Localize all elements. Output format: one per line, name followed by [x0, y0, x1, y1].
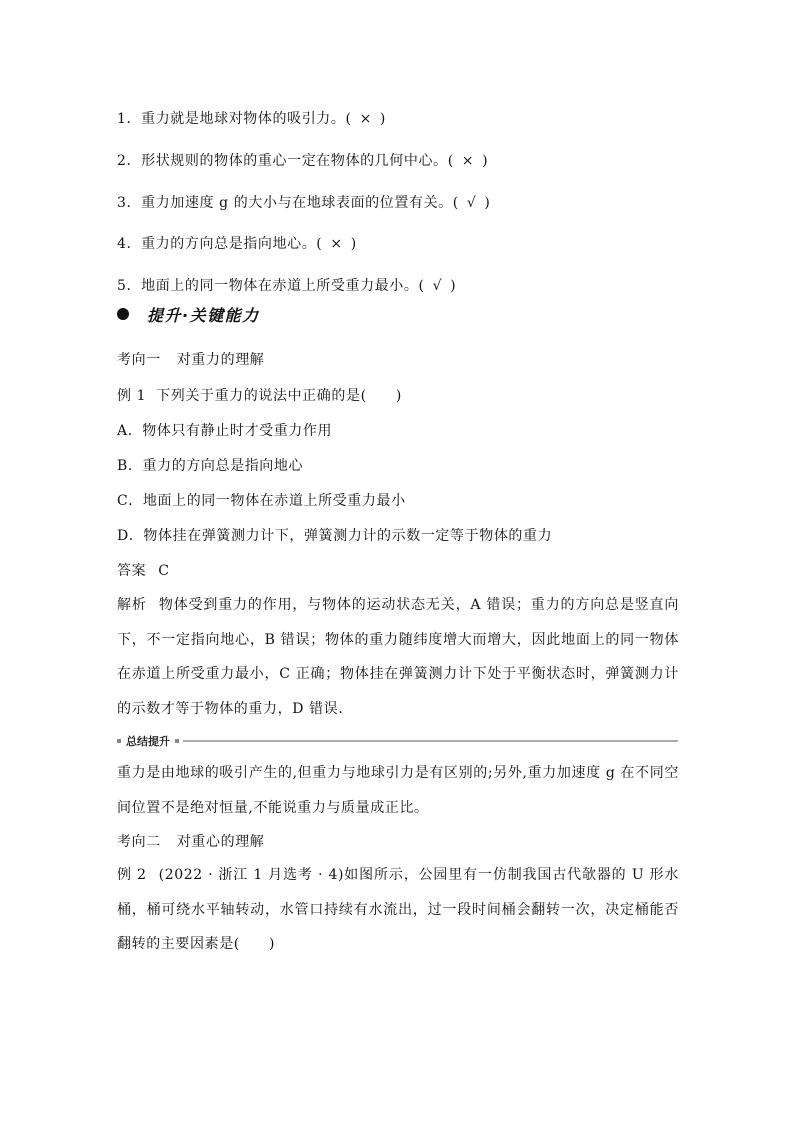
option-d: D．物体挂在弹簧测力计下，弹簧测力计的示数一定等于物体的重力 — [117, 528, 553, 544]
cross-mark: × — [330, 236, 343, 252]
quiz-item-3: 3．重力加速度 g 的大小与在地球表面的位置有关。( √ ) — [117, 195, 491, 211]
square-icon — [175, 739, 179, 743]
summary-bar — [117, 733, 678, 749]
section-heading — [117, 302, 260, 326]
topic-1-heading: 考向一 对重力的理解 — [117, 352, 265, 368]
square-icon — [117, 739, 121, 743]
cross-mark: × — [359, 111, 372, 127]
bullet-icon — [117, 308, 129, 320]
summary-label: 总结提升 — [126, 735, 170, 748]
summary-paragraph: 重力是由地球的吸引产生的,但重力与地球引力是有区别的;另外,重力加速度 g 在不同空间位置不是绝对恒量,不能说重力与质量成正比。 — [117, 765, 679, 816]
option-a: A．物体只有静止时才受重力作用 — [117, 423, 333, 439]
divider — [183, 740, 678, 742]
example-1-question: 例 1 下列关于重力的说法中正确的是( ) — [117, 388, 402, 404]
quiz-item-1: 1．重力就是地球对物体的吸引力。( × ) — [117, 111, 386, 127]
check-mark: √ — [466, 195, 477, 211]
option-c: C．地面上的同一物体在赤道上所受重力最小 — [117, 493, 406, 509]
option-b: B．重力的方向总是指向地心 — [117, 458, 304, 474]
quiz-item-5: 5．地面上的同一物体在赤道上所受重力最小。( √ ) — [117, 278, 457, 294]
cross-mark: × — [461, 153, 475, 169]
section-heading-text: 提升·关键能力 — [147, 305, 260, 325]
answer-value: C — [158, 563, 170, 579]
answer-line: 答案 C — [117, 563, 170, 579]
example-2-paragraph: 例 2 (2022 · 浙江 1 月选考 · 4)如图所示，公园里有一仿制我国古代欹器的 U 形水桶，桶可绕水平轴转动，水管口持续有水流出，过一段时间桶会翻转一次，决定桶能否翻转的主要因素是( ) — [117, 867, 679, 952]
quiz-item-2: 2．形状规则的物体的重心一定在物体的几何中心。( × ) — [117, 153, 489, 169]
check-mark: √ — [432, 278, 443, 294]
topic-2-heading: 考向二 对重心的理解 — [117, 834, 265, 850]
analysis-paragraph: 解析 物体受到重力的作用，与物体的运动状态无关，A 错误；重力的方向总是竖直向下，不一定指向地心，B 错误；物体的重力随纬度增大而增大，因此地面上的同一物体在赤道上所受重力最小，C 正确；物体挂在弹簧测力计下处于平衡状态时，弹簧测力计的示数才等于物体的重力，D 错误. — [117, 597, 679, 717]
quiz-item-4: 4．重力的方向总是指向地心。( × ) — [117, 236, 357, 252]
